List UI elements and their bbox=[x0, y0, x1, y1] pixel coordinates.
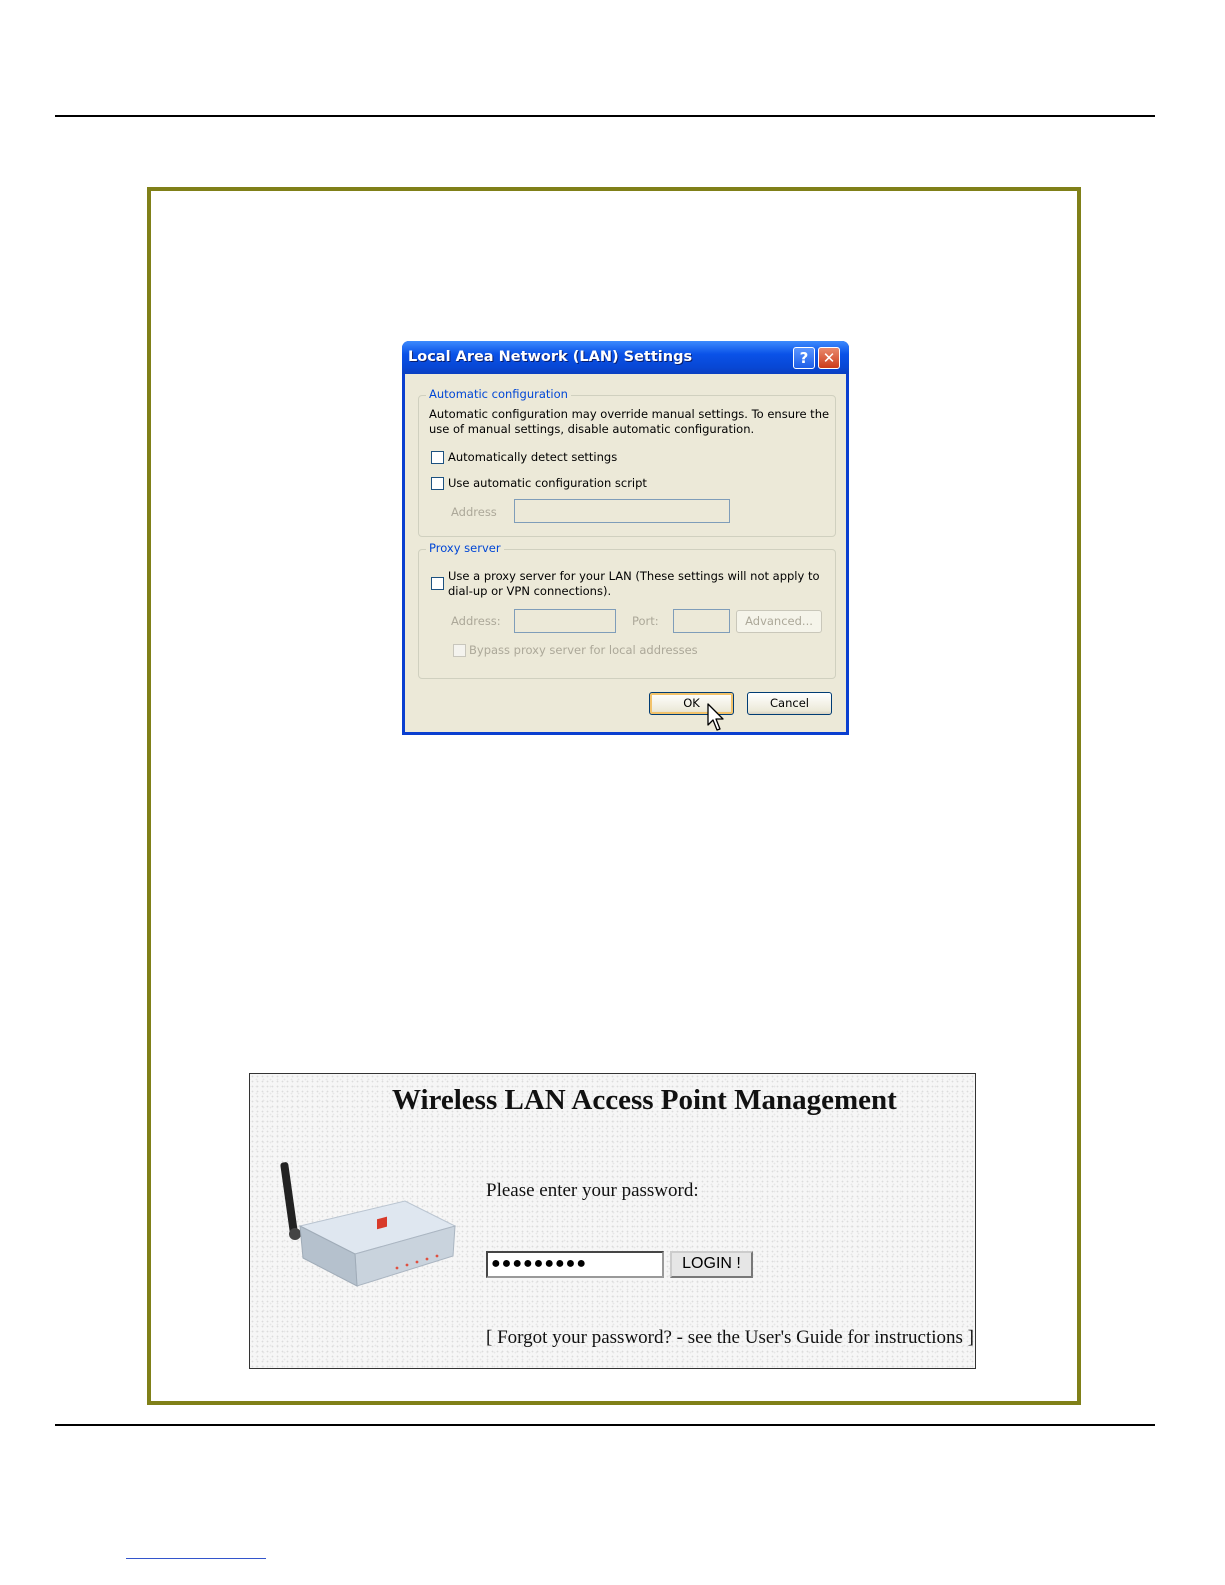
dialog-body bbox=[405, 374, 846, 732]
bottom-rule bbox=[55, 1424, 1155, 1426]
proxy-server-group bbox=[418, 541, 836, 679]
script-address-label: Address bbox=[451, 505, 497, 519]
help-icon[interactable]: ? bbox=[793, 347, 815, 369]
bypass-local-label[interactable]: Bypass proxy server for local addresses bbox=[469, 643, 698, 657]
automatic-configuration-group bbox=[418, 387, 836, 537]
use-script-checkbox[interactable] bbox=[431, 477, 444, 490]
close-icon[interactable]: ✕ bbox=[818, 347, 840, 369]
auto-detect-checkbox[interactable] bbox=[431, 451, 444, 464]
use-proxy-label-line1[interactable]: Use a proxy server for your LAN (These settings will not apply to bbox=[448, 569, 820, 583]
lan-settings-dialog bbox=[402, 341, 849, 735]
proxy-address-field[interactable] bbox=[514, 609, 616, 633]
router-image bbox=[255, 1156, 460, 1288]
login-button[interactable]: LOGIN ! bbox=[670, 1251, 753, 1278]
auto-detect-label[interactable]: Automatically detect settings bbox=[448, 450, 618, 464]
auto-config-description-line2: use of manual settings, disable automatic configuration. bbox=[429, 422, 755, 436]
login-panel bbox=[249, 1073, 976, 1369]
footer-link-underline bbox=[126, 1558, 266, 1559]
dialog-title: Local Area Network (LAN) Settings bbox=[408, 349, 693, 365]
password-prompt: Please enter your password: bbox=[486, 1180, 699, 1201]
proxy-port-field[interactable] bbox=[673, 609, 730, 633]
login-page-title: Wireless LAN Access Point Management bbox=[392, 1084, 897, 1116]
proxy-port-label: Port: bbox=[632, 614, 659, 628]
password-input[interactable]: ●●●●●●●●● bbox=[486, 1251, 664, 1278]
advanced-button[interactable]: Advanced... bbox=[736, 610, 822, 633]
cancel-button[interactable]: Cancel bbox=[747, 692, 832, 715]
automatic-configuration-label: Automatic configuration bbox=[426, 387, 571, 401]
use-proxy-checkbox[interactable] bbox=[431, 577, 444, 590]
ok-button[interactable]: OK bbox=[649, 692, 734, 715]
dialog-titlebar[interactable] bbox=[402, 341, 849, 374]
bypass-local-checkbox[interactable] bbox=[453, 644, 466, 657]
proxy-server-label: Proxy server bbox=[426, 541, 504, 555]
proxy-address-label: Address: bbox=[451, 614, 501, 628]
top-rule bbox=[55, 115, 1155, 117]
use-proxy-label-line2[interactable]: dial-up or VPN connections). bbox=[448, 584, 612, 598]
mouse-pointer-icon bbox=[707, 703, 727, 733]
auto-config-description-line1: Automatic configuration may override manual settings. To ensure the bbox=[429, 407, 830, 421]
script-address-field[interactable] bbox=[514, 499, 730, 523]
forgot-password-note: [ Forgot your password? - see the User's Guide for instructions ] bbox=[486, 1327, 975, 1348]
use-script-label[interactable]: Use automatic configuration script bbox=[448, 476, 647, 490]
